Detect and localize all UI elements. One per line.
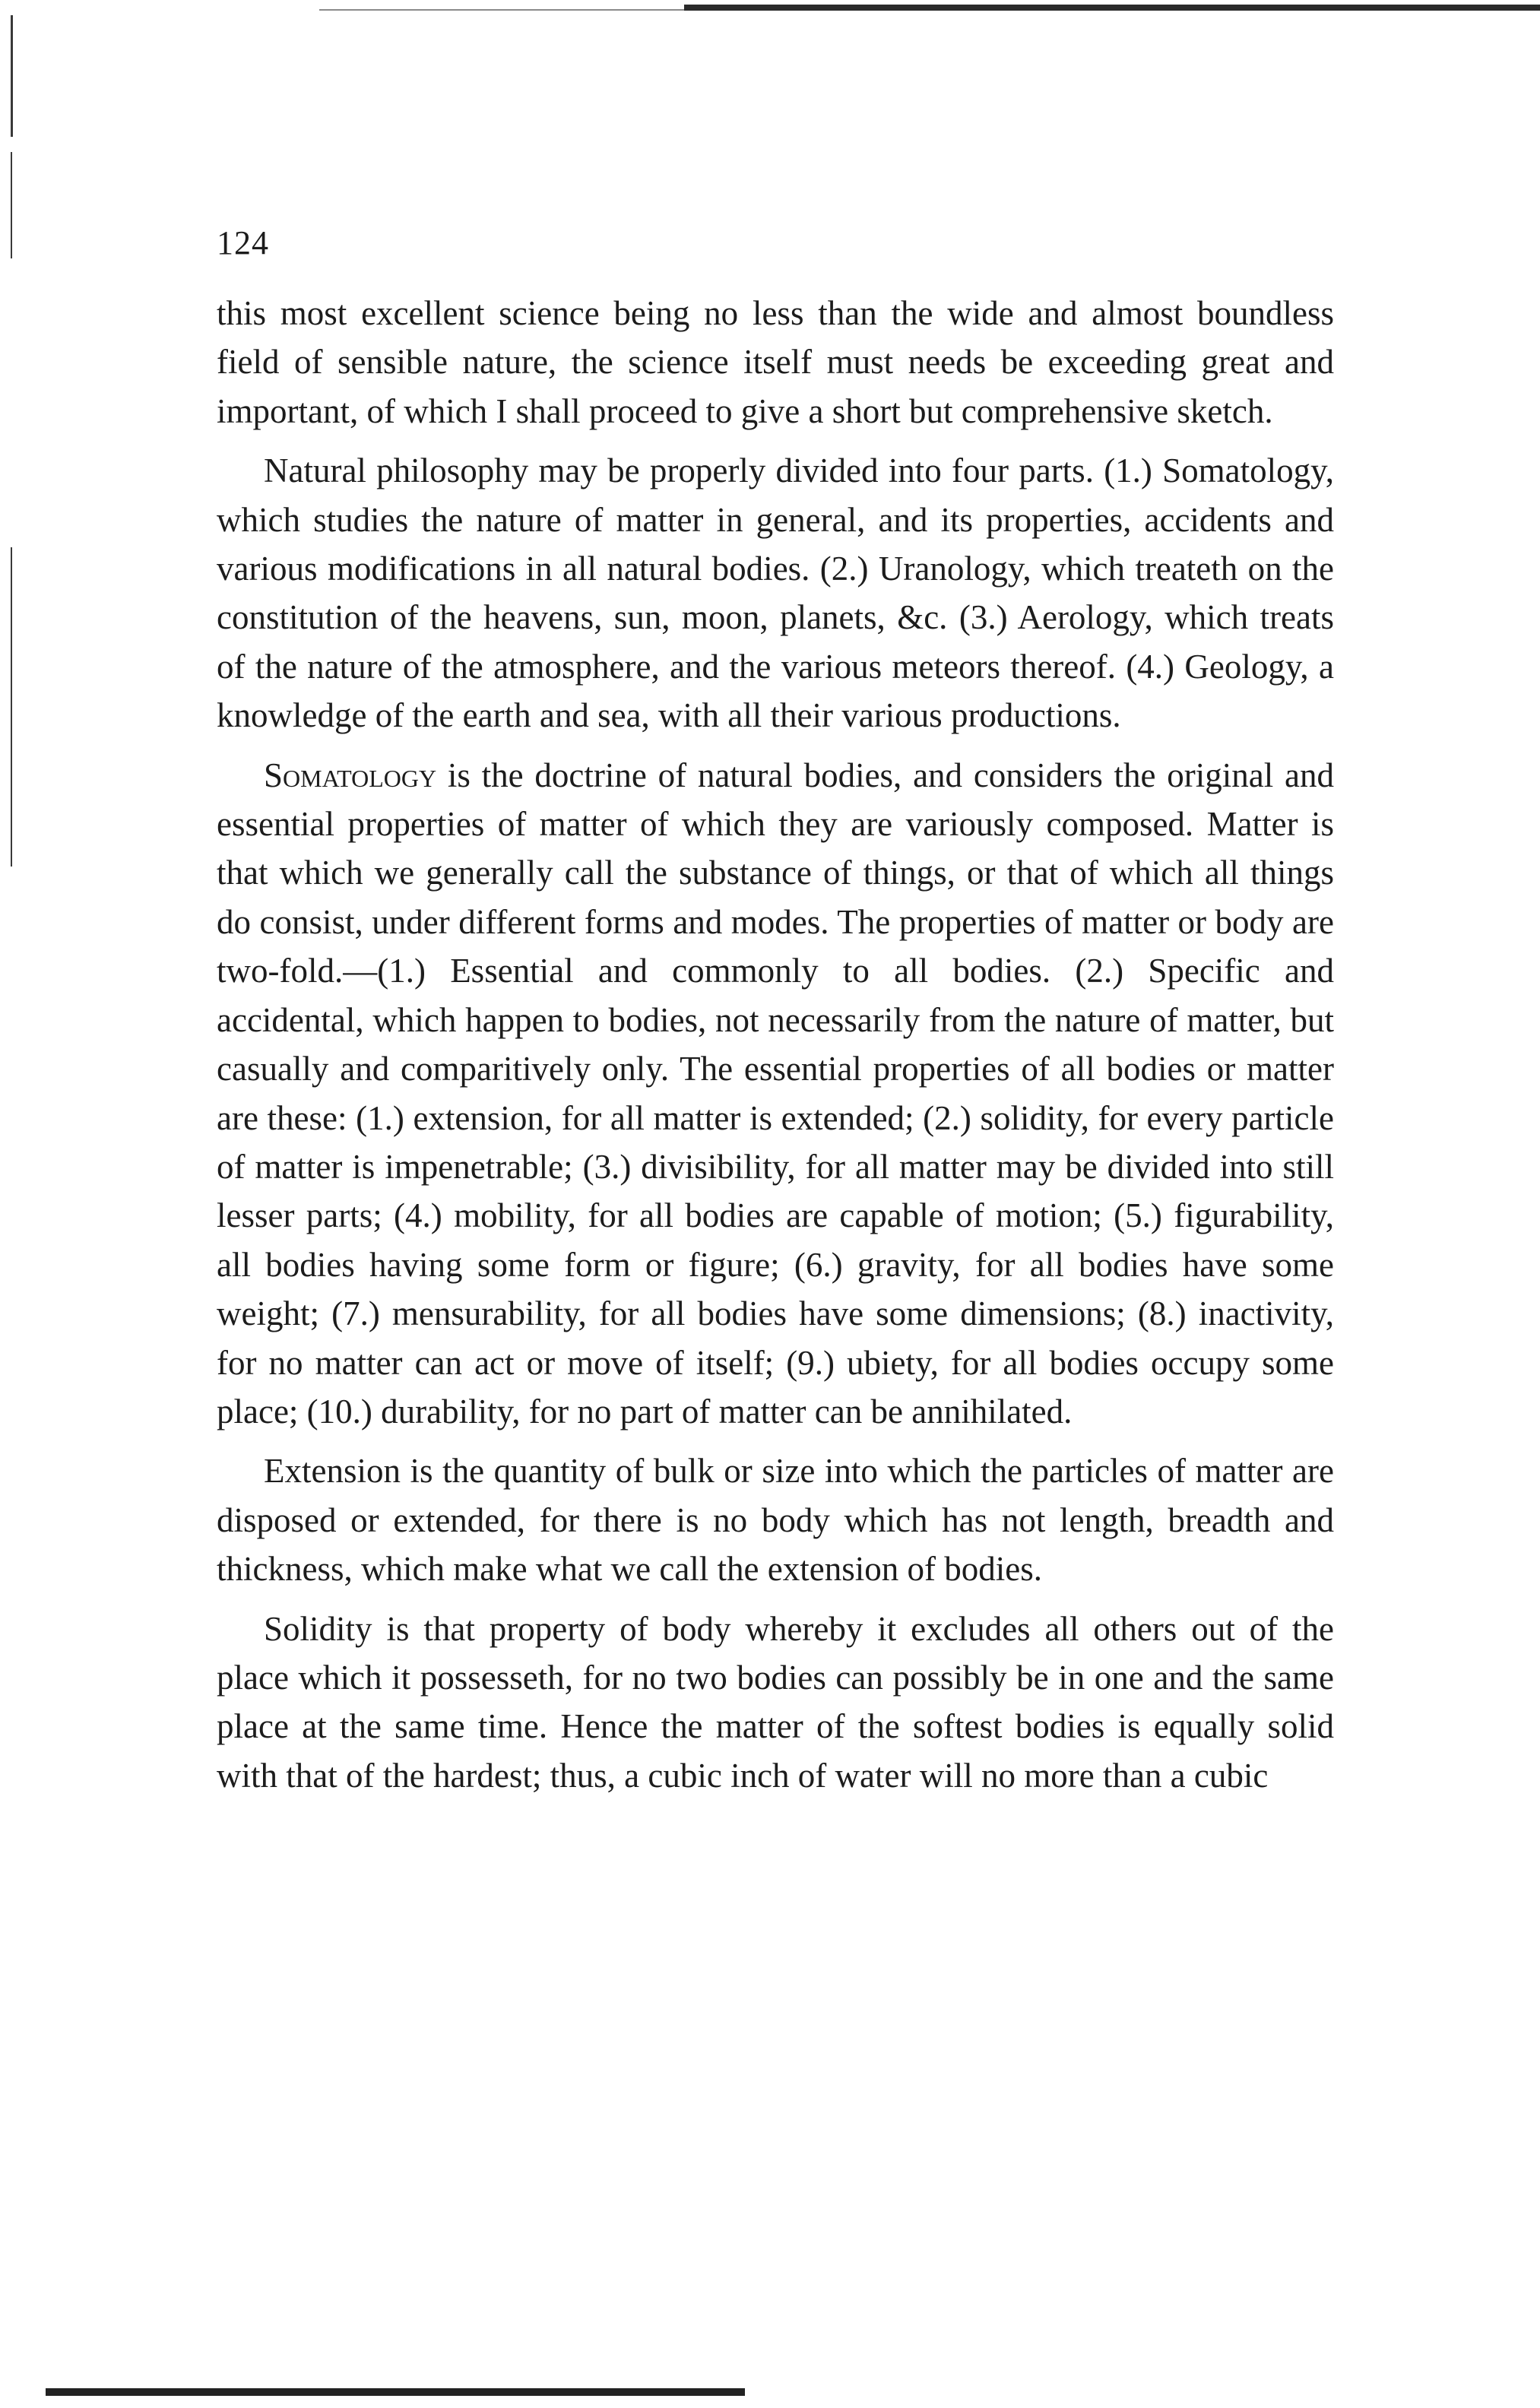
top-edge-rule: [684, 5, 1540, 11]
paragraph-solidity: Solidity is that property of body whereby it excludes all others out of the place which it possesseth, for no two bodies can possibly be in one and the same place at the same time. Hence the matter of the softest bodies is equally solid with that of the hardest; thus, a cubic inch of water will no more than a cubic: [217, 1609, 1334, 1795]
bottom-edge-rule: [46, 2388, 745, 2396]
book-page: [217, 220, 1334, 1811]
section-lead-term: Somatology: [264, 756, 437, 794]
paragraph-divisions: Natural philosophy may be properly divided into four parts. (1.) Somatology, which studies the nature of matter in general, and its properties, accidents and various modifications in all natural bodies. (2.) Uranology, which treateth on the constitution of the heavens, sun, moon, planets, &c. (3.) Aerology, which treats of the nature of the atmosphere, and the various meteors thereof. (4.) Geology, a knowledge of the earth and sea, with all their various productions.: [217, 452, 1334, 735]
paragraph-extension: Extension is the quantity of bulk or size into which the particles of matter are disposed or extended, for there is no body which has not length, breadth and thickness, which make what we call the extension of bodies.: [217, 1452, 1334, 1589]
gutter-mark: [11, 152, 12, 258]
paragraph-somatology: [217, 751, 1334, 1437]
top-edge-shadow: [319, 9, 684, 11]
gutter-mark: [11, 15, 13, 137]
page-number: 124: [217, 224, 269, 261]
paragraph-body: is the doctrine of natural bodies, and considers the original and essential properties of matter of which they are variously composed. Matter is that which we generally call the substance of things, or that of which all things do consist, under different forms and modes. The properties of matter or body are two-fold.—(1.) Essential and commonly to all bodies. (2.) Specific and accidental, which happen to bodies, not necessarily from the nature of matter, but casually and comparitively only. The essential properties of all bodies or matter are these: (1.) extension, for all matter is extended; (2.) solidity, for every particle of matter is impenetrable; (3.) divisibility, for all matter may be divided into still lesser parts; (4.) mobility, for all bodies are capable of motion; (5.) figurability, all bodies having some form or figure; (6.) gravity, for all bodies have some weight; (7.) mensurability, for all bodies have some dimensions; (8.) inactivity, for no matter can act or move of itself; (9.) ubiety, for all bodies occupy some place; (10.) durability, for no part of matter can be annihilated.: [217, 756, 1334, 1431]
gutter-mark: [11, 547, 12, 867]
paragraph-continuation: this most excellent science being no less than the wide and almost boundless field of sensible nature, the science itself must needs be exceeding great and important, of which I shall proceed to give a short but comprehensive sketch.: [217, 294, 1334, 430]
